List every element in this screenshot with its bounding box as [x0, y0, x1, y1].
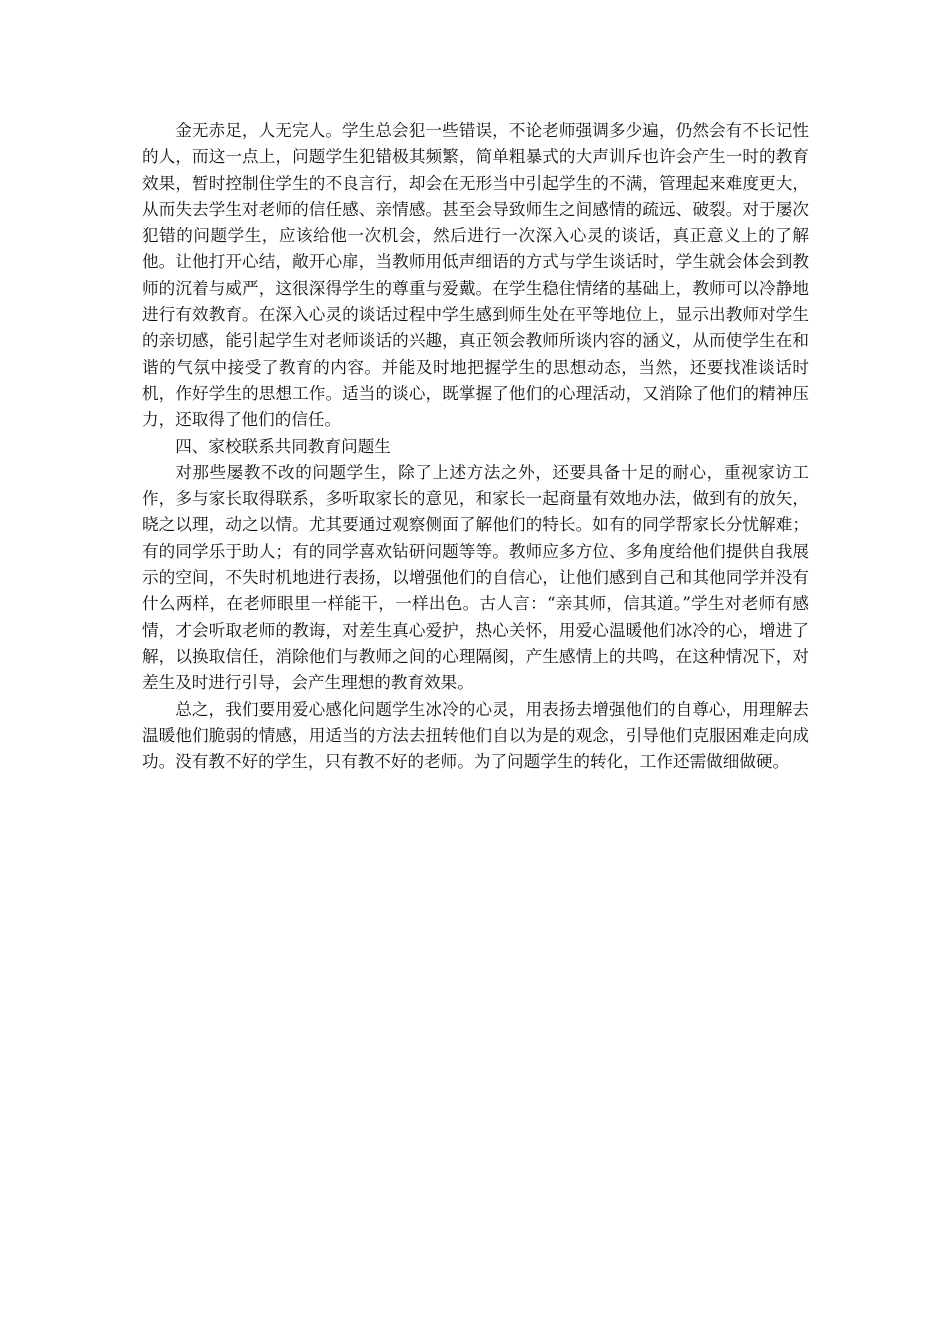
paragraph-home-school-contact: 对那些屡教不改的问题学生，除了上述方法之外，还要具备十足的耐心，重视家访工作，多与家长取得联系，多听取家长的意见，和家长一起商量有效地办法，做到有的放矢，晓之以理，动之以情。尤其要通过观察侧面了解他们的特长。如有的同学帮家长分忧解难；有的同学乐于助人；有的同学喜欢钻研问题等等。教师应多方位、多角度给他们提供自我展示的空间，不失时机地进行表扬，以增强他们的自信心，让他们感到自己和其他同学并没有什么两样，在老师眼里一样能干，一样出色。古人言：“亲其师，信其道。”学生对老师有感情，才会听取老师的教诲，对差生真心爱护，热心关怀，用爱心温暖他们冰冷的心，增进了解，以换取信任，消除他们与教师之间的心理隔阂，产生感情上的共鸣，在这种情况下，对差生及时进行引导，会产生理想的教育效果。 [142, 462, 809, 693]
paragraph-teacher-student-talk: 金无赤足，人无完人。学生总会犯一些错误，不论老师强调多少遍，仍然会有不长记性的人，而这一点上，问题学生犯错极其频繁，简单粗暴式的大声训斥也许会产生一时的教育效果，暂时控制住学生的不良言行，却会在无形当中引起学生的不满，管理起来难度更大，从而失去学生对老师的信任感、亲情感。甚至会导致师生之间感情的疏远、破裂。对于屡次犯错的问题学生，应该给他一次机会，然后进行一次深入心灵的谈话，真正意义上的了解他。让他打开心结，敞开心扉，当教师用低声细语的方式与学生谈话时，学生就会体会到教师的沉着与威严，这很深得学生的尊重与爱戴。在学生稳住情绪的基础上，教师可以冷静地进行有效教育。在深入心灵的谈话过程中学生感到师生处在平等地位上，显示出教师对学生的亲切感，能引起学生对老师谈话的兴趣，真正领会教师所谈内容的涵义，从而使学生在和谐的气氛中接受了教育的内容。并能及时地把握学生的思想动态，当然，还要找准谈话时机，作好学生的思想工作。适当的谈心，既掌握了他们的心理活动，又消除了他们的精神压力，还取得了他们的信任。 [142, 121, 809, 430]
section-heading-home-school: 四、家校联系共同教育问题生 [175, 436, 391, 456]
paragraph-conclusion: 总之，我们要用爱心感化问题学生冰冷的心灵，用表扬去增强他们的自尊心，用理解去温暖他们脆弱的情感，用适当的方法去扭转他们自以为是的观念，引导他们克服困难走向成功。没有教不好的学生，只有教不好的老师。为了问题学生的转化，工作还需做细做硬。 [142, 699, 809, 772]
document-page [142, 118, 809, 775]
